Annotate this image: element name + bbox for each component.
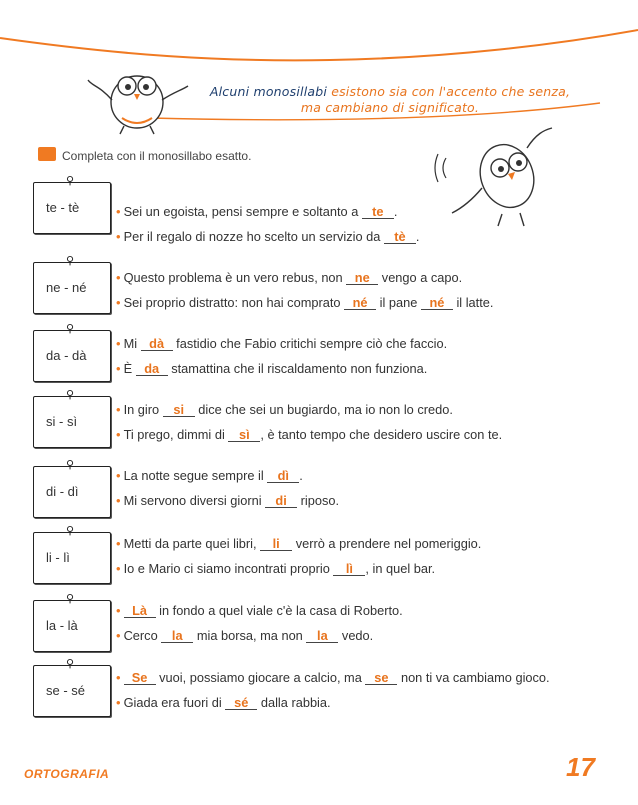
sentence-text: dice che sei un bugiardo, ma io non lo credo.: [194, 402, 453, 417]
sentence-text: fastidio che Fabio critichi sempre ciò che faccio.: [172, 336, 448, 351]
card-label: di - dì: [46, 484, 79, 499]
sentence-line: [116, 670, 550, 685]
monosyllable-card: [33, 323, 111, 382]
sentence-text: , in quel bar.: [365, 561, 436, 576]
sentence-text: Giada era fuori di: [123, 695, 226, 710]
sentence-text: in fondo a quel viale c'è la casa di Roberto.: [155, 603, 403, 618]
sentence-text: il pane: [376, 295, 421, 310]
sentence-text: dalla rabbia.: [257, 695, 331, 710]
bullet-icon: •: [116, 295, 121, 310]
sentence-text: verrò a prendere nel pomeriggio.: [292, 536, 482, 551]
sentence-text: .: [393, 204, 398, 219]
sentence-text: mia borsa, ma non: [193, 628, 307, 643]
sentence-text: .: [299, 468, 303, 483]
answer-blank[interactable]: la: [306, 630, 338, 643]
pin-icon: ⚲: [66, 323, 75, 335]
sentence-text: È: [123, 361, 136, 376]
title-line2: ma cambiano di significato.: [300, 100, 480, 115]
card-label: li - lì: [46, 550, 70, 565]
bullet-icon: •: [116, 229, 121, 244]
bullet-icon: •: [116, 336, 121, 351]
answer-blank[interactable]: né: [344, 297, 376, 310]
sentence-line: [116, 695, 331, 710]
bullet-icon: •: [116, 270, 121, 285]
bullet-icon: •: [116, 427, 121, 442]
bullet-icon: •: [116, 536, 121, 551]
answer-blank[interactable]: sé: [225, 697, 257, 710]
monosyllable-card: [33, 525, 111, 584]
pin-icon: ⚲: [66, 525, 75, 537]
monosyllable-card: [33, 255, 111, 314]
sentence-text: Sei un egoista, pensi sempre e soltanto a: [123, 204, 362, 219]
card-label: se - sé: [46, 683, 86, 698]
owl-illustration-right: [432, 118, 562, 233]
sentence-text: Per il regalo di nozze ho scelto un servizio da: [123, 229, 384, 244]
answer-blank[interactable]: se: [365, 672, 397, 685]
sentence-line: [116, 561, 435, 576]
answer-blank[interactable]: Se: [124, 672, 156, 685]
monosyllable-card: [33, 658, 111, 717]
sentence-text: riposo.: [297, 493, 340, 508]
pin-icon: ⚲: [66, 593, 75, 605]
bullet-icon: •: [116, 603, 121, 618]
bullet-icon: •: [116, 402, 121, 417]
pin-icon: ⚲: [66, 459, 75, 471]
card-label: si - sì: [46, 414, 78, 429]
answer-blank[interactable]: Là: [124, 605, 156, 618]
sentence-text: Sei proprio distratto: non hai comprato: [123, 295, 345, 310]
sentence-text: vedo.: [338, 628, 374, 643]
pin-icon: ⚲: [66, 255, 75, 267]
answer-blank[interactable]: la: [161, 630, 193, 643]
sentence-line: [116, 536, 481, 551]
page-number: 17: [566, 752, 595, 782]
card-label: da - dà: [46, 348, 87, 363]
sentence-line: [116, 427, 502, 442]
sentence-line: [116, 628, 373, 643]
sentence-text: Cerco: [123, 628, 162, 643]
sentence-line: [116, 295, 493, 310]
sentence-text: stamattina che il riscaldamento non funziona.: [167, 361, 428, 376]
sentence-text: Metti da parte quei libri,: [123, 536, 261, 551]
answer-blank[interactable]: dì: [267, 470, 299, 483]
section-label: ORTOGRAFIA: [24, 767, 110, 781]
sentence-text: Ti prego, dimmi di: [123, 427, 229, 442]
sentence-line: [116, 229, 419, 244]
answer-blank[interactable]: lì: [333, 563, 365, 576]
bullet-icon: •: [116, 204, 121, 219]
answer-blank[interactable]: tè: [384, 231, 416, 244]
answer-blank[interactable]: dà: [141, 338, 173, 351]
bullet-icon: •: [116, 561, 121, 576]
bullet-icon: •: [116, 695, 121, 710]
sentence-text: Questo problema è un vero rebus, non: [123, 270, 347, 285]
bullet-icon: •: [116, 670, 121, 685]
title-part1: Alcuni: [209, 84, 254, 99]
sentence-text: Mi servono diversi giorni: [123, 493, 266, 508]
answer-blank[interactable]: si: [163, 404, 195, 417]
bullet-icon: •: [116, 468, 121, 483]
answer-blank[interactable]: ne: [346, 272, 378, 285]
answer-blank[interactable]: né: [421, 297, 453, 310]
sentence-line: [116, 270, 462, 285]
pin-icon: ⚲: [66, 658, 75, 670]
sentence-line: [116, 402, 453, 417]
bullet-icon: •: [116, 361, 121, 376]
title-part3: esistono sia con l'accento che senza,: [327, 84, 571, 99]
monosyllable-card: [33, 593, 111, 652]
pin-icon: ⚲: [66, 175, 75, 187]
sentence-line: [116, 493, 339, 508]
bullet-icon: •: [116, 493, 121, 508]
answer-blank[interactable]: da: [136, 363, 168, 376]
card-label: ne - né: [46, 280, 87, 295]
card-label: te - tè: [46, 200, 80, 215]
bullet-icon: •: [116, 628, 121, 643]
monosyllable-card: [33, 389, 111, 448]
answer-blank[interactable]: te: [362, 206, 394, 219]
sentence-text: La notte segue sempre il: [123, 468, 268, 483]
sentence-text: In giro: [123, 402, 163, 417]
sentence-line: [116, 361, 427, 376]
answer-blank[interactable]: sì: [228, 429, 260, 442]
sentence-text: non ti va cambiamo gioco.: [397, 670, 550, 685]
pin-icon: ⚲: [66, 389, 75, 401]
sentence-text: vuoi, possiamo giocare a calcio, ma: [155, 670, 366, 685]
answer-blank[interactable]: di: [265, 495, 297, 508]
instruction-text: Completa con il monosillabo esatto.: [62, 149, 252, 163]
sentence-line: [116, 336, 447, 351]
title-part2: monosillabi: [253, 84, 328, 99]
sentence-text: .: [415, 229, 420, 244]
header-title: [150, 84, 630, 116]
card-label: la - là: [46, 618, 78, 633]
sentence-text: Io e Mario ci siamo incontrati proprio: [123, 561, 334, 576]
instruction-marker: [38, 147, 56, 161]
sentence-text: vengo a capo.: [378, 270, 463, 285]
sentence-line: [116, 603, 403, 618]
sentence-line: [116, 468, 303, 483]
monosyllable-card: [33, 459, 111, 518]
sentence-text: il latte.: [452, 295, 494, 310]
sentence-line: [116, 204, 397, 219]
sentence-text: Mi: [123, 336, 141, 351]
sentence-text: , è tanto tempo che desidero uscire con te.: [260, 427, 503, 442]
answer-blank[interactable]: li: [260, 538, 292, 551]
monosyllable-card: [33, 175, 111, 234]
